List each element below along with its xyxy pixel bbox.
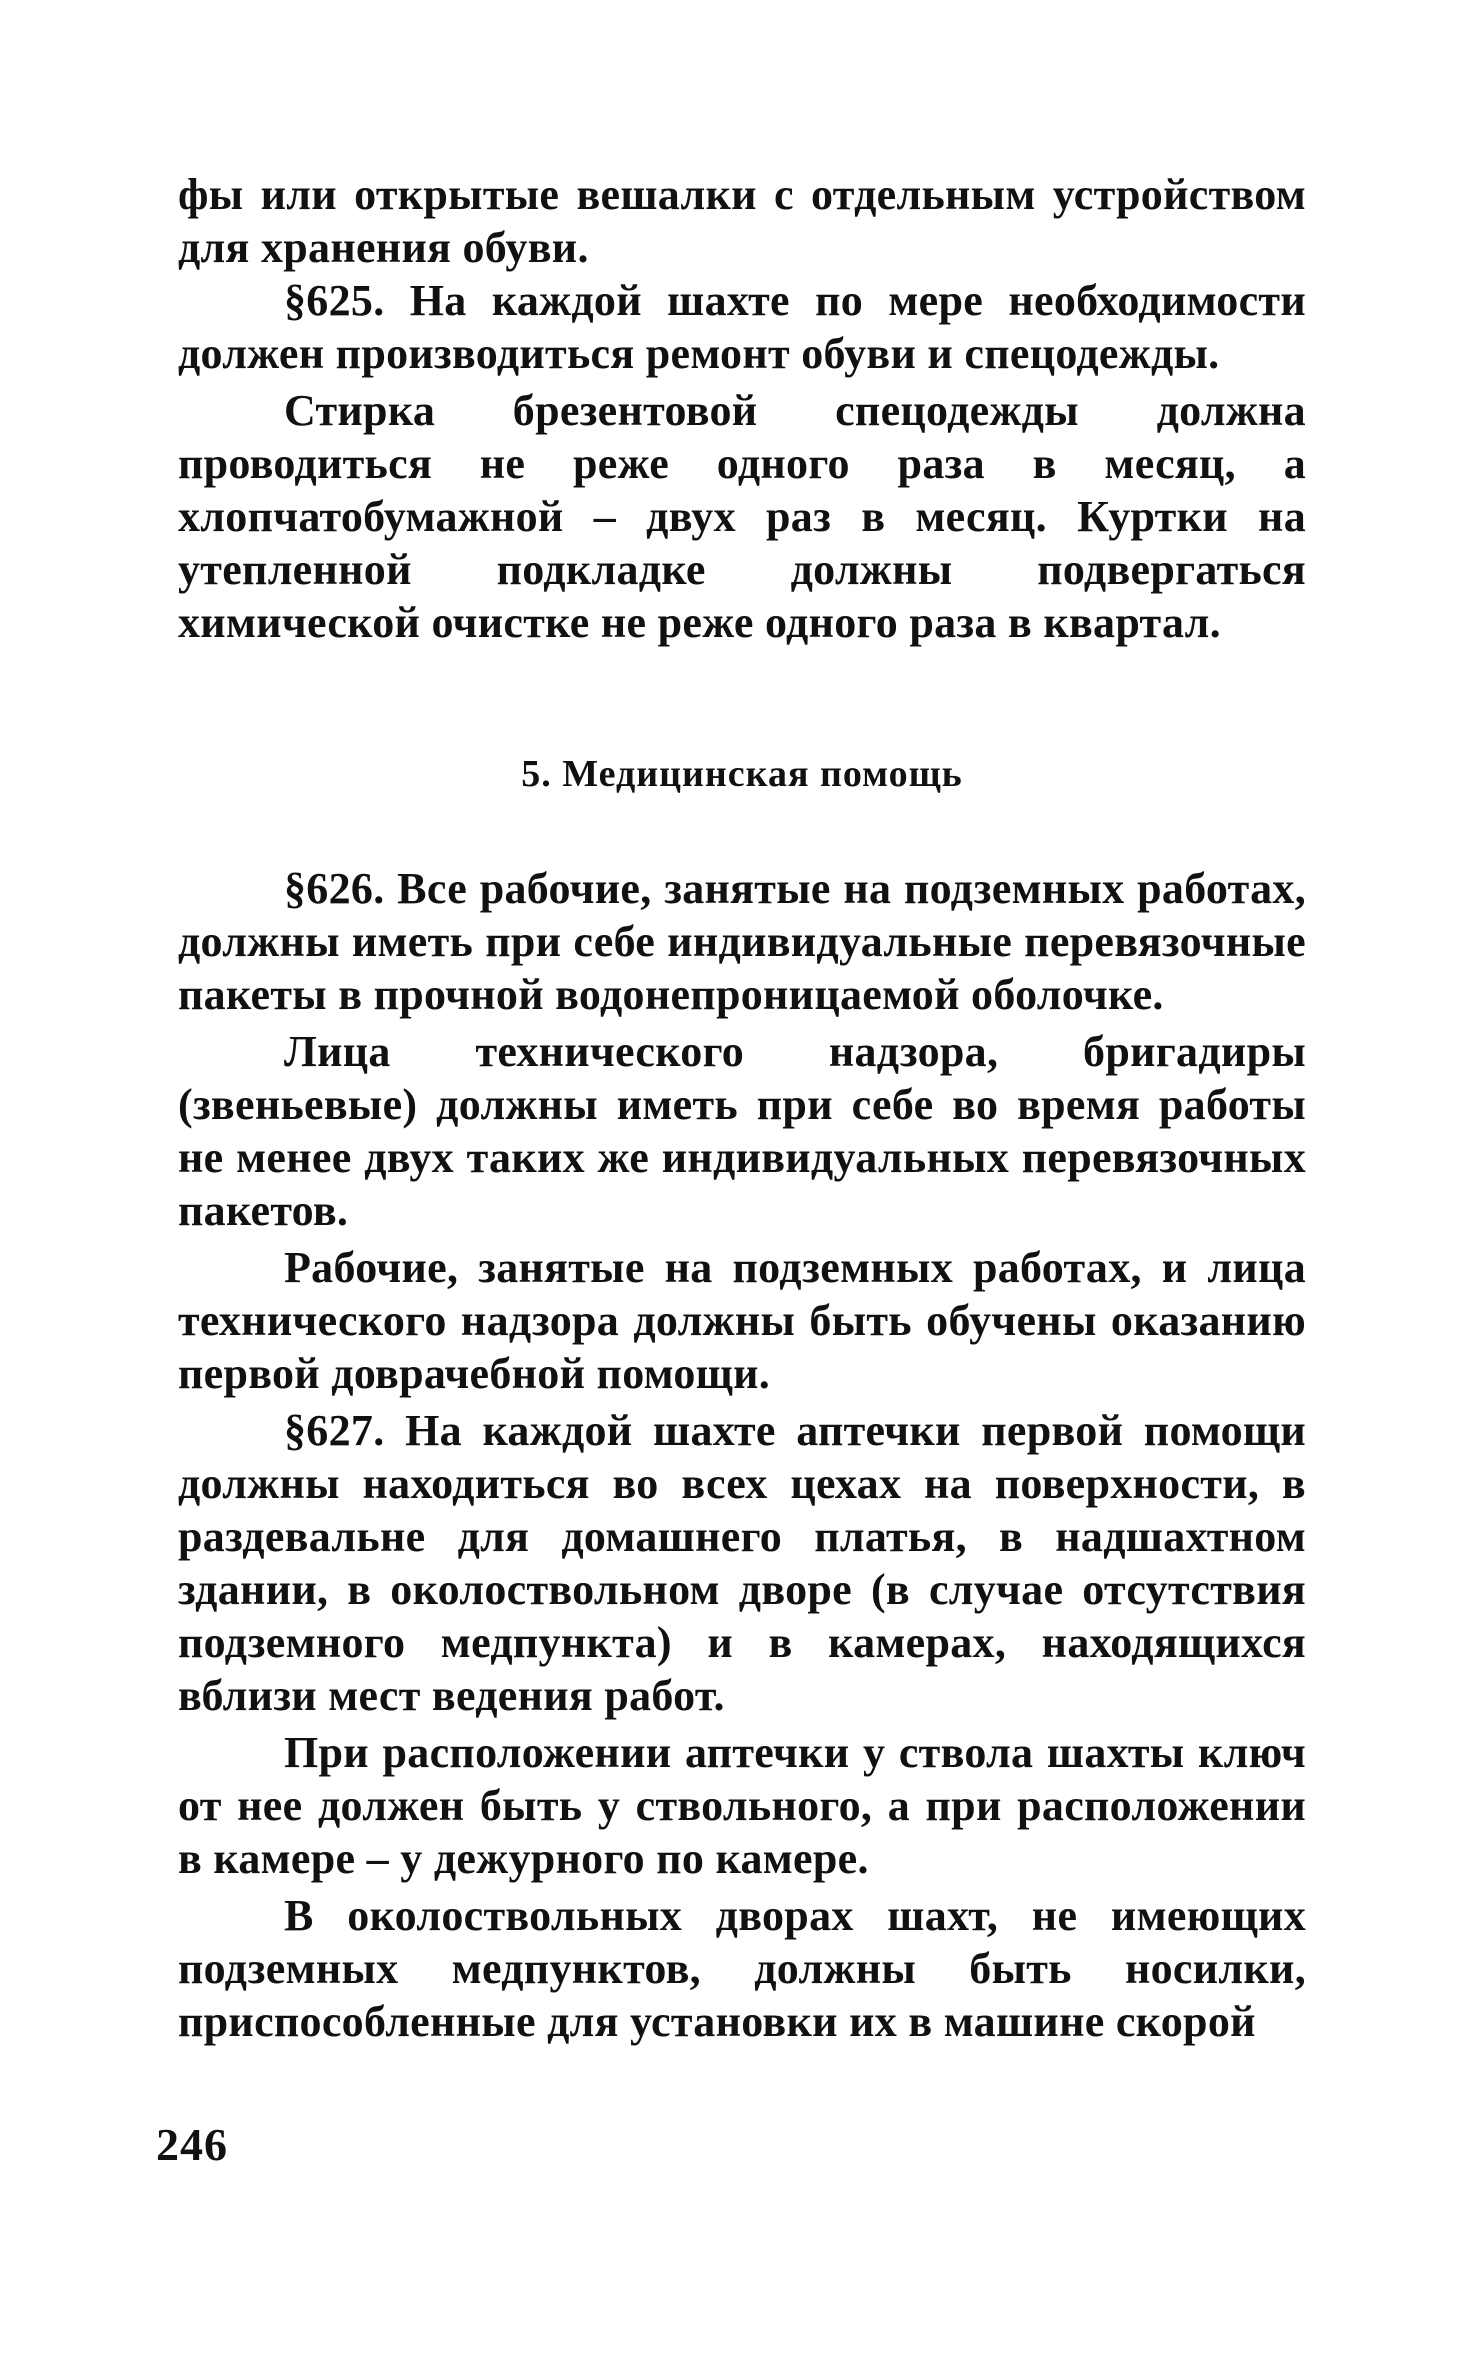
main-text-block [178, 862, 1306, 2048]
paragraph-key: При расположении аптечки у ствола шахты ключ от нее должен быть у ствольного, а при расположении в камере – у дежурного по камере. [178, 1728, 1306, 1883]
paragraph-626: §626. Все рабочие, занятые на подземных работах, должны иметь при себе индивидуальные перевязочные пакеты в прочной водонепроницаемой оболочке. [178, 864, 1306, 1019]
paragraph-supervisors: Лица технического надзора, бригадиры (звеньевые) должны иметь при себе во время работы не менее двух таких же индивидуальных перевязочных пакетов. [178, 1027, 1306, 1235]
section-heading: 5. Медицинская помощь [521, 753, 963, 795]
paragraph-627: §627. На каждой шахте аптечки первой помощи должны находиться во всех цехах на поверхности, в раздевальне для домашнего платья, в надшахтном здании, в околоствольном дворе (в случае отсутствия подземного медпункта) и в камерах, находящихся вблизи мест ведения работ. [178, 1406, 1306, 1720]
paragraph-training: Рабочие, занятые на подземных работах, и лица технического надзора должны быть обучены оказанию первой доврачебной помощи. [178, 1243, 1306, 1398]
paragraph-laundry: Стирка брезентовой спецодежды должна проводиться не реже одного раза в месяц, а хлопчатобумажной – двух раз в месяц. Куртки на утепленной подкладке должны подвергаться химической очистке не реже одного раза в квартал. [178, 386, 1306, 647]
paragraph-stretchers: В околоствольных дворах шахт, не имеющих подземных медпунктов, должны быть носилки, приспособленные для установки их в машине скорой [178, 1891, 1306, 2046]
paragraph-625: §625. На каждой шахте по мере необходимости должен производиться ремонт обуви и спецодежды. [178, 276, 1306, 378]
page-number: 246 [156, 2119, 228, 2170]
paragraph-continuation: фы или открытые вешалки с отдельным устройством для хранения обуви. [178, 170, 1306, 272]
top-text-block [178, 168, 1306, 649]
